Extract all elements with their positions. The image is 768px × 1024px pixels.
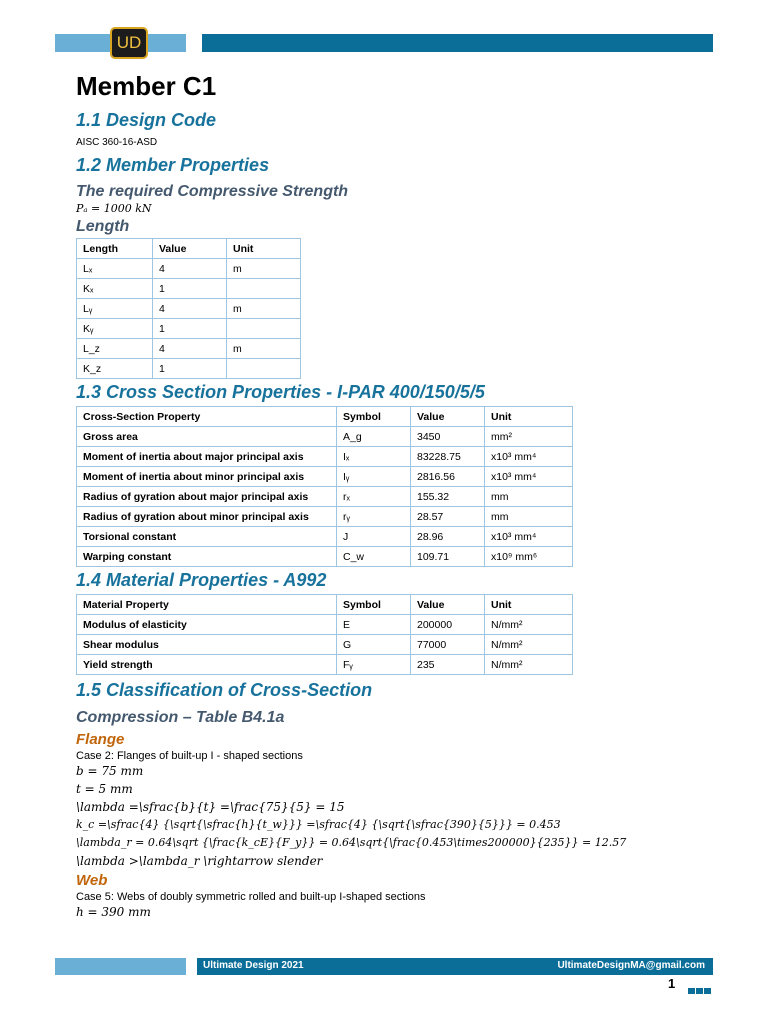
length-table xyxy=(76,238,301,379)
flange-equation: k_c =\sfrac{4} {\sqrt{\sfrac{h}{t_w}}} =\sfrac{4} {\sqrt{\sfrac{390}{5}}} = 0.453 xyxy=(76,818,561,831)
table-cell: Moment of inertia about minor principal axis xyxy=(77,467,337,487)
header-bar-right xyxy=(202,34,713,52)
table-header-row xyxy=(77,407,573,427)
flange-equation: \lambda =\sfrac{b}{t} =\frac{75}{5} = 15 xyxy=(76,800,345,814)
flange-equation: t = 5 mm xyxy=(76,782,133,796)
column-header: Unit xyxy=(227,239,301,259)
table-cell: mm xyxy=(485,487,573,507)
table-cell: Torsional constant xyxy=(77,527,337,547)
table-cell: 4 xyxy=(153,339,227,359)
table-cell: Iₓ xyxy=(337,447,411,467)
table-row xyxy=(77,507,573,527)
section-1-4-heading: 1.4 Material Properties - A992 xyxy=(76,570,327,590)
table-row xyxy=(77,527,573,547)
table-row xyxy=(77,467,573,487)
table-cell: 109.71 xyxy=(411,547,485,567)
table-cell: Yield strength xyxy=(77,655,337,675)
document-body xyxy=(76,70,716,921)
table-cell xyxy=(227,319,301,339)
footer-email: UltimateDesignMA@gmail.com xyxy=(557,960,705,971)
table-cell: C_w xyxy=(337,547,411,567)
table-cell: N/mm² xyxy=(485,655,573,675)
table-cell: 77000 xyxy=(411,635,485,655)
column-header: Value xyxy=(411,595,485,615)
table-cell: A_g xyxy=(337,427,411,447)
table-row xyxy=(77,319,301,339)
column-header: Cross-Section Property xyxy=(77,407,337,427)
column-header: Unit xyxy=(485,407,573,427)
column-header: Unit xyxy=(485,595,573,615)
table-cell: K_z xyxy=(77,359,153,379)
table-cell: Shear modulus xyxy=(77,635,337,655)
web-equation: h = 390 mm xyxy=(76,905,151,919)
section-1-1-heading: 1.1 Design Code xyxy=(76,110,217,130)
table-cell: 4 xyxy=(153,299,227,319)
table-cell: m xyxy=(227,339,301,359)
table-cell: rₓ xyxy=(337,487,411,507)
footer-bar-left xyxy=(55,958,186,975)
table-cell xyxy=(227,359,301,379)
design-code: AISC 360-16-ASD xyxy=(76,137,158,148)
material-table xyxy=(76,594,573,675)
table-cell: Lₓ xyxy=(77,259,153,279)
table-cell: 4 xyxy=(153,259,227,279)
table-row xyxy=(77,359,301,379)
section-1-2-heading: 1.2 Member Properties xyxy=(76,155,270,175)
table-cell: E xyxy=(337,615,411,635)
table-cell: Lᵧ xyxy=(77,299,153,319)
column-header: Value xyxy=(153,239,227,259)
table-cell: L_z xyxy=(77,339,153,359)
table-cell: 3450 xyxy=(411,427,485,447)
table-cell: 200000 xyxy=(411,615,485,635)
section-1-3-heading: 1.3 Cross Section Properties - I-PAR 400/150/5/5 xyxy=(76,382,485,402)
table-cell: m xyxy=(227,299,301,319)
column-header: Material Property xyxy=(77,595,337,615)
table-row xyxy=(77,487,573,507)
table-cell: Warping constant xyxy=(77,547,337,567)
table-cell: N/mm² xyxy=(485,615,573,635)
table-cell: G xyxy=(337,635,411,655)
table-row xyxy=(77,339,301,359)
table-cell: 1 xyxy=(153,359,227,379)
table-cell: 1 xyxy=(153,279,227,299)
table-cell: 28.57 xyxy=(411,507,485,527)
footer-bar xyxy=(197,958,713,975)
table-row xyxy=(77,655,573,675)
page-marker xyxy=(688,981,712,999)
table-cell: Kᵧ xyxy=(77,319,153,339)
table-cell: m xyxy=(227,259,301,279)
table-cell: Moment of inertia about major principal axis xyxy=(77,447,337,467)
table-cell: mm xyxy=(485,507,573,527)
flange-case: Case 2: Flanges of built-up I - shaped sections xyxy=(76,750,303,762)
column-header: Symbol xyxy=(337,595,411,615)
table-cell: rᵧ xyxy=(337,507,411,527)
table-row xyxy=(77,299,301,319)
table-cell xyxy=(227,279,301,299)
page-title: Member C1 xyxy=(76,71,217,101)
table-cell: Kₓ xyxy=(77,279,153,299)
table-row xyxy=(77,259,301,279)
table-row xyxy=(77,447,573,467)
compressive-strength-heading: The required Compressive Strength xyxy=(76,183,349,200)
table-cell: x10³ mm⁴ xyxy=(485,527,573,547)
web-case: Case 5: Webs of doubly symmetric rolled and built-up I-shaped sections xyxy=(76,891,426,903)
table-row xyxy=(77,279,301,299)
table-cell: mm² xyxy=(485,427,573,447)
table-cell: J xyxy=(337,527,411,547)
table-cell: Modulus of elasticity xyxy=(77,615,337,635)
flange-equation: \lambda >\lambda_r \rightarrow slender xyxy=(76,854,323,868)
table-row xyxy=(77,427,573,447)
section-1-5-heading: 1.5 Classification of Cross-Section xyxy=(76,680,373,700)
table-row xyxy=(77,547,573,567)
page-number: 1 xyxy=(668,976,676,991)
table-header-row xyxy=(77,595,573,615)
footer-company: Ultimate Design 2021 xyxy=(203,960,304,971)
column-header: Length xyxy=(77,239,153,259)
logo: UD xyxy=(110,27,148,59)
table-header-row xyxy=(77,239,301,259)
flange-heading: Flange xyxy=(76,731,125,748)
table-cell: 2816.56 xyxy=(411,467,485,487)
table-cell: 235 xyxy=(411,655,485,675)
table-row xyxy=(77,615,573,635)
table-cell: Gross area xyxy=(77,427,337,447)
length-heading: Length xyxy=(76,218,130,235)
table-cell: N/mm² xyxy=(485,635,573,655)
table-cell: Iᵧ xyxy=(337,467,411,487)
table-cell: 1 xyxy=(153,319,227,339)
table-cell: x10³ mm⁴ xyxy=(485,447,573,467)
required-strength-value: Pₐ = 1000 kN xyxy=(76,202,152,215)
flange-equation: \lambda_r = 0.64\sqrt {\frac{k_cE}{F_y}} = 0.64\sqrt{\frac{0.453\times200000}{235}} = 12.57 xyxy=(76,836,627,849)
table-cell: x10⁹ mm⁶ xyxy=(485,547,573,567)
compression-subheading: Compression – Table B4.1a xyxy=(76,709,285,726)
table-cell: Radius of gyration about minor principal axis xyxy=(77,507,337,527)
column-header: Value xyxy=(411,407,485,427)
table-cell: 155.32 xyxy=(411,487,485,507)
table-cell: 83228.75 xyxy=(411,447,485,467)
table-cell: x10³ mm⁴ xyxy=(485,467,573,487)
table-cell: 28.96 xyxy=(411,527,485,547)
flange-equation: b = 75 mm xyxy=(76,764,144,778)
column-header: Symbol xyxy=(337,407,411,427)
cross-section-table xyxy=(76,406,573,567)
table-cell: Fᵧ xyxy=(337,655,411,675)
table-cell: Radius of gyration about major principal axis xyxy=(77,487,337,507)
table-row xyxy=(77,635,573,655)
web-heading: Web xyxy=(76,872,108,889)
